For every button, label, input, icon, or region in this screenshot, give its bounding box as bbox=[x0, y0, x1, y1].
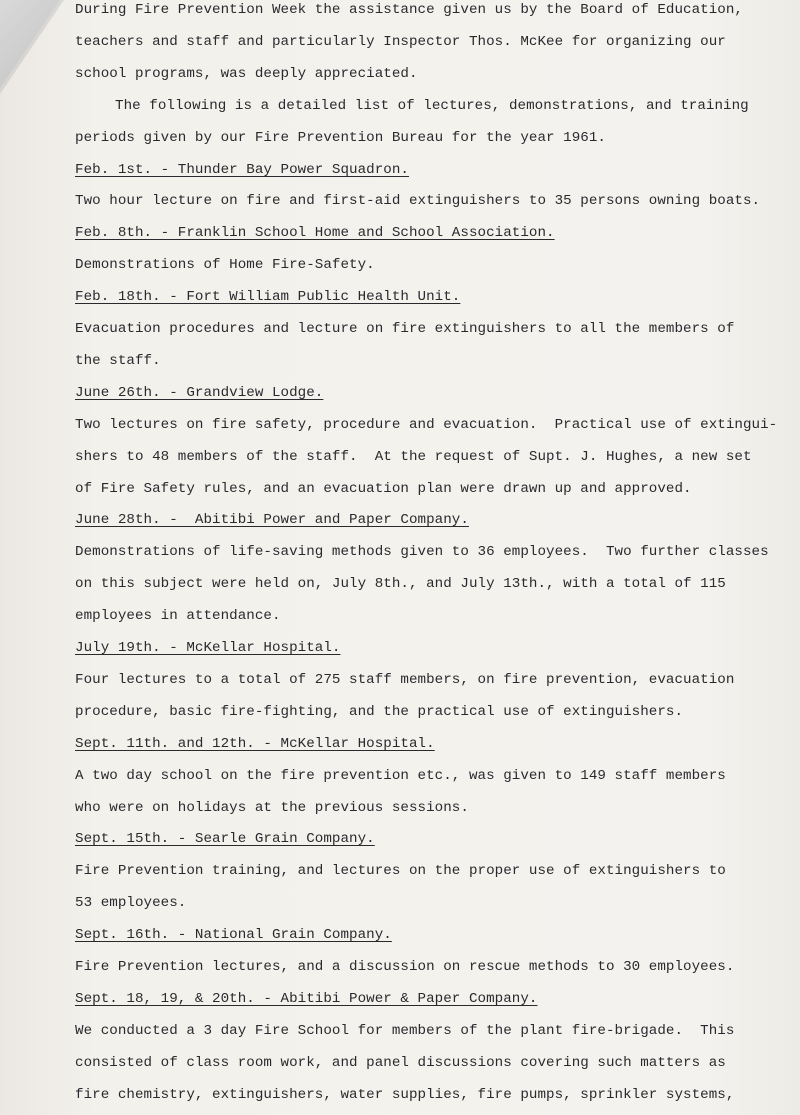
section-heading: Sept. 18, 19, & 20th. - Abitibi Power & Paper Company. bbox=[75, 990, 538, 1007]
text-line: school programs, was deeply appreciated. bbox=[75, 65, 418, 82]
section-heading: June 28th. - Abitibi Power and Paper Company. bbox=[75, 512, 469, 529]
text-line: During Fire Prevention Week the assistance given us by the Board of Education, bbox=[75, 2, 743, 18]
section-heading: Feb. 18th. - Fort William Public Health Unit. bbox=[75, 289, 461, 306]
text-line: A two day school on the fire prevention etc., was given to 149 staff members bbox=[75, 767, 726, 784]
text-line: Demonstrations of life-saving methods given to 36 employees. Two further classes bbox=[75, 544, 769, 561]
text-line: the staff. bbox=[75, 352, 161, 369]
section-heading: Feb. 8th. - Franklin School Home and School Association. bbox=[75, 225, 555, 242]
text-line: on this subject were held on, July 8th., and July 13th., with a total of 115 bbox=[75, 576, 726, 593]
section-heading: Sept. 16th. - National Grain Company. bbox=[75, 927, 392, 944]
text-line: Two hour lecture on fire and first-aid extinguishers to 35 persons owning boats. bbox=[75, 193, 761, 210]
text-line: procedure, basic fire-fighting, and the practical use of extinguishers. bbox=[75, 703, 684, 720]
page-corner-fold bbox=[0, 0, 60, 88]
text-line: Four lectures to a total of 275 staff members, on fire prevention, evacuation bbox=[75, 671, 735, 688]
text-line: of Fire Safety rules, and an evacuation plan were drawn up and approved. bbox=[75, 480, 692, 497]
text-line: periods given by our Fire Prevention Bureau for the year 1961. bbox=[75, 129, 606, 146]
text-line: teachers and staff and particularly Inspector Thos. McKee for organizing our bbox=[75, 33, 726, 50]
text-line: employees in attendance. bbox=[75, 608, 281, 625]
text-line: shers to 48 members of the staff. At the request of Supt. J. Hughes, a new set bbox=[75, 448, 752, 465]
section-heading: Sept. 15th. - Searle Grain Company. bbox=[75, 831, 375, 848]
text-line: Two lectures on fire safety, procedure and evacuation. Practical use of extingui- bbox=[75, 416, 778, 433]
text-line: fire chemistry, extinguishers, water supplies, fire pumps, sprinkler systems, bbox=[75, 1086, 735, 1103]
section-heading: June 26th. - Grandview Lodge. bbox=[75, 384, 324, 401]
text-line: We conducted a 3 day Fire School for members of the plant fire-brigade. This bbox=[75, 1022, 735, 1039]
text-line: Fire Prevention lectures, and a discussion on rescue methods to 30 employees. bbox=[75, 959, 735, 975]
text-line: The following is a detailed list of lectures, demonstrations, and training bbox=[115, 97, 749, 114]
section-heading: Feb. 1st. - Thunder Bay Power Squadron. bbox=[75, 161, 409, 178]
text-line: 53 employees. bbox=[75, 895, 187, 912]
text-line: Fire Prevention training, and lectures on the proper use of extinguishers to bbox=[75, 863, 726, 880]
text-line: consisted of class room work, and panel discussions covering such matters as bbox=[75, 1054, 726, 1071]
text-line: Demonstrations of Home Fire-Safety. bbox=[75, 257, 375, 274]
text-line: who were on holidays at the previous sessions. bbox=[75, 799, 469, 816]
section-heading: July 19th. - McKellar Hospital. bbox=[75, 640, 341, 656]
text-line: Evacuation procedures and lecture on fire extinguishers to all the members of bbox=[75, 321, 735, 337]
section-heading: Sept. 11th. and 12th. - McKellar Hospital. bbox=[75, 735, 435, 752]
